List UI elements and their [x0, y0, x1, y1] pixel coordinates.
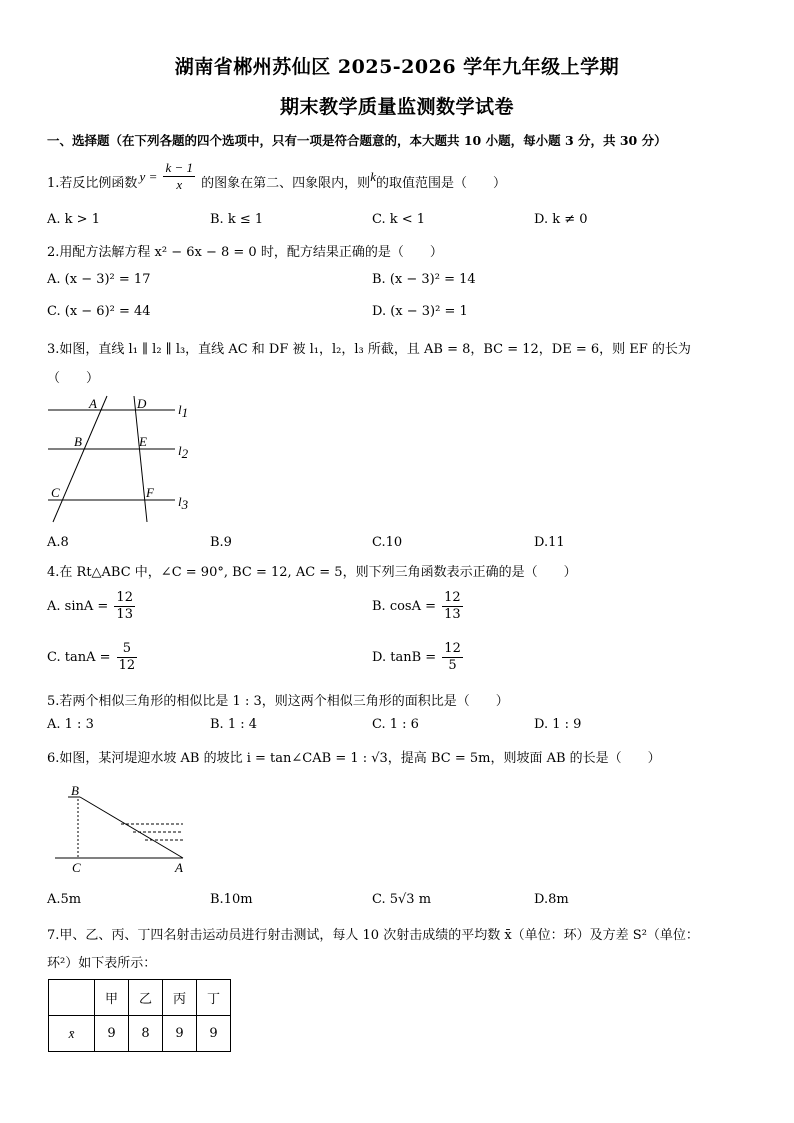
q3-option-b: B.9 — [210, 535, 232, 550]
label-c: C — [51, 485, 60, 500]
q3-option-c: C.10 — [372, 535, 403, 550]
table-header-cell: 乙 — [129, 980, 163, 1016]
table-cell: 9 — [95, 1016, 129, 1052]
label-e: E — [139, 434, 147, 449]
table-header-cell: 丙 — [163, 980, 197, 1016]
label-a: A — [89, 396, 97, 411]
line-df — [134, 396, 147, 522]
q5-option-a: A. 1 : 3 — [47, 717, 94, 732]
label-f: F — [146, 485, 154, 500]
label-l3: l3 — [178, 494, 189, 512]
q1-option-b: B. k ≤ 1 — [210, 212, 264, 227]
page-subtitle: 期末教学质量监测数学试卷 — [279, 96, 514, 118]
slope-figure — [55, 797, 183, 858]
q6-option-c: C. 5√3 m — [372, 892, 432, 907]
q4-a-fraction — [114, 590, 135, 623]
q2-option-d: D. (x − 3)² = 1 — [372, 304, 468, 319]
table-cell: 9 — [163, 1016, 197, 1052]
label-b: B — [74, 434, 82, 449]
q1-prefix: 1.若反比例函数 — [47, 175, 138, 191]
slope-ab — [80, 797, 183, 858]
q4-option-b — [372, 590, 465, 623]
table-header-cell — [49, 980, 95, 1016]
label-a-slope: A — [175, 860, 183, 875]
line-ac — [53, 396, 107, 522]
q2-option-b: B. (x − 3)² = 14 — [372, 272, 476, 287]
label-b-slope: B — [71, 783, 79, 798]
q6-option-d: D.8m — [534, 892, 569, 907]
table-row — [49, 1016, 231, 1052]
q5-option-c: C. 1 : 6 — [372, 717, 419, 732]
label-l2: l2 — [178, 443, 189, 461]
q4-d-num: 12 — [444, 641, 461, 656]
q5-option-b: B. 1 : 4 — [210, 717, 258, 732]
q1-option-c: C. k < 1 — [372, 212, 426, 227]
label-c-slope: C — [72, 860, 81, 875]
question-3: 3.如图，直线 l₁ ∥ l₂ ∥ l₃，直线 AC 和 DF 被 l₁，l₂，l₃ 所截，且 AB = 8，BC = 12，DE = 6，则 EF 的长为 — [47, 342, 691, 357]
section-heading: 一、选择题（在下列各题的四个选项中，只有一项是符合题意的，本大题共 10 小题，每小题 3 分，共 30 分） — [47, 133, 667, 148]
q6-option-a: A.5m — [47, 892, 82, 907]
q4-c-label: C. tanA = — [47, 650, 111, 665]
q4-a-num: 12 — [116, 590, 133, 605]
q4-option-a — [47, 590, 137, 623]
label-l1: l1 — [178, 402, 189, 420]
q4-d-den: 5 — [448, 658, 457, 673]
q6-option-b: B.10m — [210, 892, 253, 907]
stats-table — [48, 979, 231, 1052]
q1-suffix-a: 的图象在第二、四象限内，则 — [201, 175, 371, 191]
q1-option-a: A. k > 1 — [47, 212, 100, 227]
page-title: 湖南省郴州苏仙区 2025-2026 学年九年级上学期 — [174, 56, 620, 78]
q3-option-d: D.11 — [534, 535, 565, 550]
q4-c-den: 12 — [118, 658, 136, 673]
q4-b-num: 12 — [444, 590, 461, 605]
q1-k: k — [370, 168, 376, 184]
q1-suffix-b: 的取值范围是（ ） — [375, 175, 506, 191]
label-d: D — [137, 396, 147, 411]
q2-option-c: C. (x − 6)² = 44 — [47, 304, 151, 319]
q4-c-fraction — [117, 641, 138, 674]
question-6: 6.如图，某河堤迎水坡 AB 的坡比 i = tan∠CAB = 1 : √3，提高 BC = 5m，则坡面 AB 的长是（ ） — [47, 751, 661, 766]
table-cell: 8 — [129, 1016, 163, 1052]
q1-option-d: D. k ≠ 0 — [534, 212, 588, 227]
q4-b-fraction — [442, 590, 463, 623]
table-row-label: x̄ — [49, 1016, 95, 1052]
q4-b-label: B. cosA = — [372, 599, 437, 614]
q5-option-d: D. 1 : 9 — [534, 717, 582, 732]
q4-c-num: 5 — [117, 641, 138, 658]
q4-option-d — [372, 641, 465, 674]
question-3-line2: （ ） — [47, 371, 100, 386]
table-header-cell: 甲 — [95, 980, 129, 1016]
question-4: 4.在 Rt△ABC 中，∠C = 90°, BC = 12, AC = 5，则下列三角函数表示正确的是（ ） — [47, 565, 577, 580]
q1-denominator: x — [176, 177, 183, 192]
question-5: 5.若两个相似三角形的相似比是 1 : 3，则这两个相似三角形的面积比是（ ） — [47, 694, 509, 709]
q1-numerator: k − 1 — [165, 160, 194, 175]
q4-a-label: A. sinA = — [47, 599, 109, 614]
q1-y-eq: y = — [139, 168, 158, 184]
q4-option-c — [47, 641, 139, 674]
q4-a-den: 13 — [116, 607, 133, 622]
q2-option-a: A. (x − 3)² = 17 — [47, 272, 151, 287]
q4-d-label: D. tanB = — [372, 650, 437, 665]
table-header-cell: 丁 — [197, 980, 231, 1016]
question-7-line2: 环²）如下表所示： — [47, 956, 157, 971]
table-header-row — [49, 980, 231, 1016]
q3-option-a: A.8 — [47, 535, 69, 550]
q4-b-den: 13 — [444, 607, 461, 622]
table-cell: 9 — [197, 1016, 231, 1052]
question-7: 7.甲、乙、丙、丁四名射击运动员进行射击测试，每人 10 次射击成绩的平均数 x̄（单位：环）及方差 S²（单位： — [47, 928, 699, 943]
question-2: 2.用配方法解方程 x² − 6x − 8 = 0 时，配方结果正确的是（ ） — [47, 245, 443, 260]
q4-d-fraction — [442, 641, 463, 674]
